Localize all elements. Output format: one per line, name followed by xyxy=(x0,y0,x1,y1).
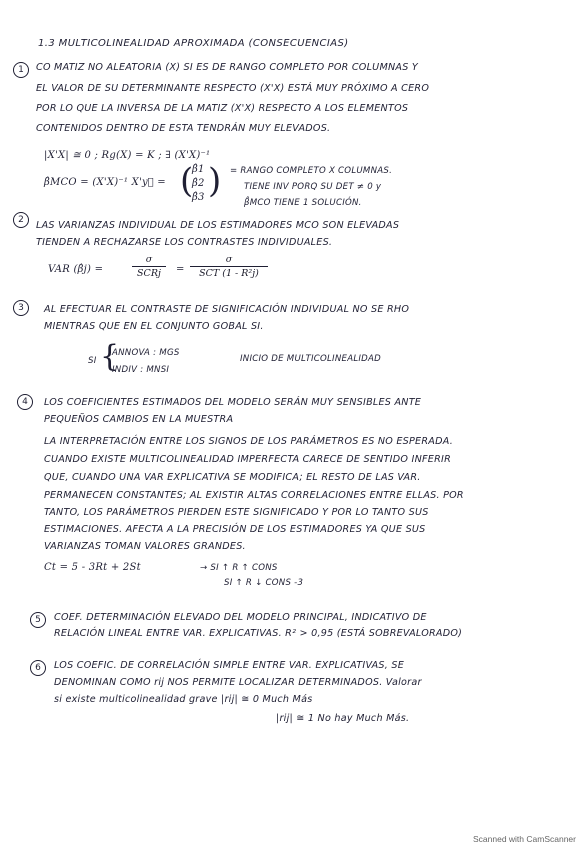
section-1-note-1: = RANGO COMPLETO X COLUMNAS. xyxy=(230,166,393,176)
section-4-line-4: CUANDO EXISTE MULTICOLINEALIDAD IMPERFECTA CARECE DE SENTIDO INFERIR xyxy=(44,454,451,465)
section-6-line-4: |rij| ≅ 1 No hay Much Más. xyxy=(276,713,410,724)
section-1-line-3: POR LO QUE LA INVERSA DE LA MATIZ (X'X) RESPECTO A LOS ELEMENTOS xyxy=(36,103,409,114)
section-number-4: 4 xyxy=(17,394,33,410)
variance-formula-lhs: VAR (β̂j) = xyxy=(48,264,104,275)
section-number-2: 2 xyxy=(13,212,29,228)
section-4-line-2: PEQUEÑOS CAMBIOS EN LA MUESTRA xyxy=(44,414,234,425)
section-3-case-indiv: INDIV : MNSI xyxy=(112,365,170,375)
section-6-line-3: si existe multicolinealidad grave |rij| ≅ 0 Much Más xyxy=(54,694,313,705)
section-3-result: INICIO DE MULTICOLINEALIDAD xyxy=(240,354,382,364)
section-1-line-1: CO MATIZ NO ALEATORIA (X) SI ES DE RANGO COMPLETO POR COLUMNAS Y xyxy=(36,62,418,73)
fraction-2-denominator: SCT (1 - R²j) xyxy=(199,268,259,279)
section-6-line-1: LOS COEFIC. DE CORRELACIÓN SIMPLE ENTRE VAR. EXPLICATIVAS, SE xyxy=(54,660,405,671)
section-number-6: 6 xyxy=(30,660,46,676)
section-number-3: 3 xyxy=(13,300,29,316)
fraction-2-numerator: σ xyxy=(225,254,233,265)
section-number-1: 1 xyxy=(13,62,29,78)
section-1-line-2: EL VALOR DE SU DETERMINANTE RESPECTO (X'X) ESTÁ MUY PRÓXIMO A CERO xyxy=(36,83,430,94)
variance-fraction-1 xyxy=(132,254,166,279)
fraction-2-bar xyxy=(190,266,268,267)
section-3-line-2: MIENTRAS QUE EN EL CONJUNTO GOBAL SI. xyxy=(44,321,264,332)
section-4-line-5: QUE, CUANDO UNA VAR EXPLICATIVA SE MODIFICA; EL RESTO DE LAS VAR. xyxy=(44,472,421,483)
section-4-line-9: VARIANZAS TOMAN VALORES GRANDES. xyxy=(44,541,246,552)
variance-fraction-2 xyxy=(190,254,268,279)
vector-entry-3: β̂3 xyxy=(192,192,205,203)
section-4-arrow-2: SI ↑ R ↓ CONS -3 xyxy=(224,578,304,588)
section-6-line-2: DENOMINAN COMO rij NOS PERMITE LOCALIZAR DETERMINADOS. Valorar xyxy=(54,677,422,688)
section-1-note-3: β̂MCO TIENE 1 SOLUCIÓN. xyxy=(244,198,362,208)
section-4-line-6: PERMANECEN CONSTANTES; AL EXISTIR ALTAS CORRELACIONES ENTRE ELLAS. POR xyxy=(44,490,464,501)
vector-close-paren: ) xyxy=(208,161,222,201)
section-2-line-1: LAS VARIANZAS INDIVIDUAL DE LOS ESTIMADORES MCO SON ELEVADAS xyxy=(36,220,400,231)
section-3-line-1: AL EFECTUAR EL CONTRASTE DE SIGNIFICACIÓN INDIVIDUAL NO SE RHO xyxy=(44,304,410,315)
section-4-line-1: LOS COEFICIENTES ESTIMADOS DEL MODELO SERÁN MUY SENSIBLES ANTE xyxy=(44,397,422,408)
section-1-math-estimator: β̂MCO = (X'X)⁻¹ X'y⃗ = xyxy=(44,177,166,188)
section-5-line-2: RELACIÓN LINEAL ENTRE VAR. EXPLICATIVAS. R² > 0,95 (ESTÁ SOBREVALORADO) xyxy=(54,628,463,639)
section-3-si-label: SI xyxy=(88,356,97,366)
section-4-equation: Ct = 5 - 3Rt + 2St xyxy=(44,562,141,573)
fraction-1-numerator: σ xyxy=(145,254,153,265)
section-number-5: 5 xyxy=(30,612,46,628)
section-1-line-4: CONTENIDOS DENTRO DE ESTA TENDRÁN MUY ELEVADOS. xyxy=(36,123,331,134)
vector-entry-2: β̂2 xyxy=(192,178,205,189)
section-1-math-conditions: |X'X| ≅ 0 ; Rg(X) = K ; ∃ (X'X)⁻¹ xyxy=(44,150,211,161)
section-4-line-7: TANTO, LOS PARÁMETROS PIERDEN ESTE SIGNIFICADO Y POR LO TANTO SUS xyxy=(44,507,429,518)
section-3-case-annova: ANNOVA : MGS xyxy=(112,348,180,358)
scanner-watermark: Scanned with CamScanner xyxy=(472,834,576,844)
section-2-line-2: TIENDEN A RECHAZARSE LOS CONTRASTES INDIVIDUALES. xyxy=(36,237,333,248)
fraction-1-denominator: SCRj xyxy=(137,268,161,279)
section-5-line-1: COEF. DETERMINACIÓN ELEVADO DEL MODELO PRINCIPAL, INDICATIVO DE xyxy=(54,612,427,623)
page-title: 1.3 MULTICOLINEALIDAD APROXIMADA (CONSECUENCIAS) xyxy=(38,38,349,49)
variance-formula-equals: = xyxy=(176,264,185,275)
section-4-line-8: ESTIMACIONES. AFECTA A LA PRECISIÓN DE LOS ESTIMADORES YA QUE SUS xyxy=(44,524,426,535)
section-4-arrow-1: → SI ↑ R ↑ CONS xyxy=(200,563,278,573)
fraction-1-bar xyxy=(132,266,166,267)
vector-open-paren: ( xyxy=(180,161,194,201)
section-3-brace: { xyxy=(100,339,120,374)
section-4-line-3: LA INTERPRETACIÓN ENTRE LOS SIGNOS DE LOS PARÁMETROS ES NO ESPERADA. xyxy=(44,436,454,447)
vector-entry-1: β̂1 xyxy=(192,164,205,175)
section-1-note-2: TIENE INV PORQ SU DET ≠ 0 y xyxy=(244,182,382,192)
